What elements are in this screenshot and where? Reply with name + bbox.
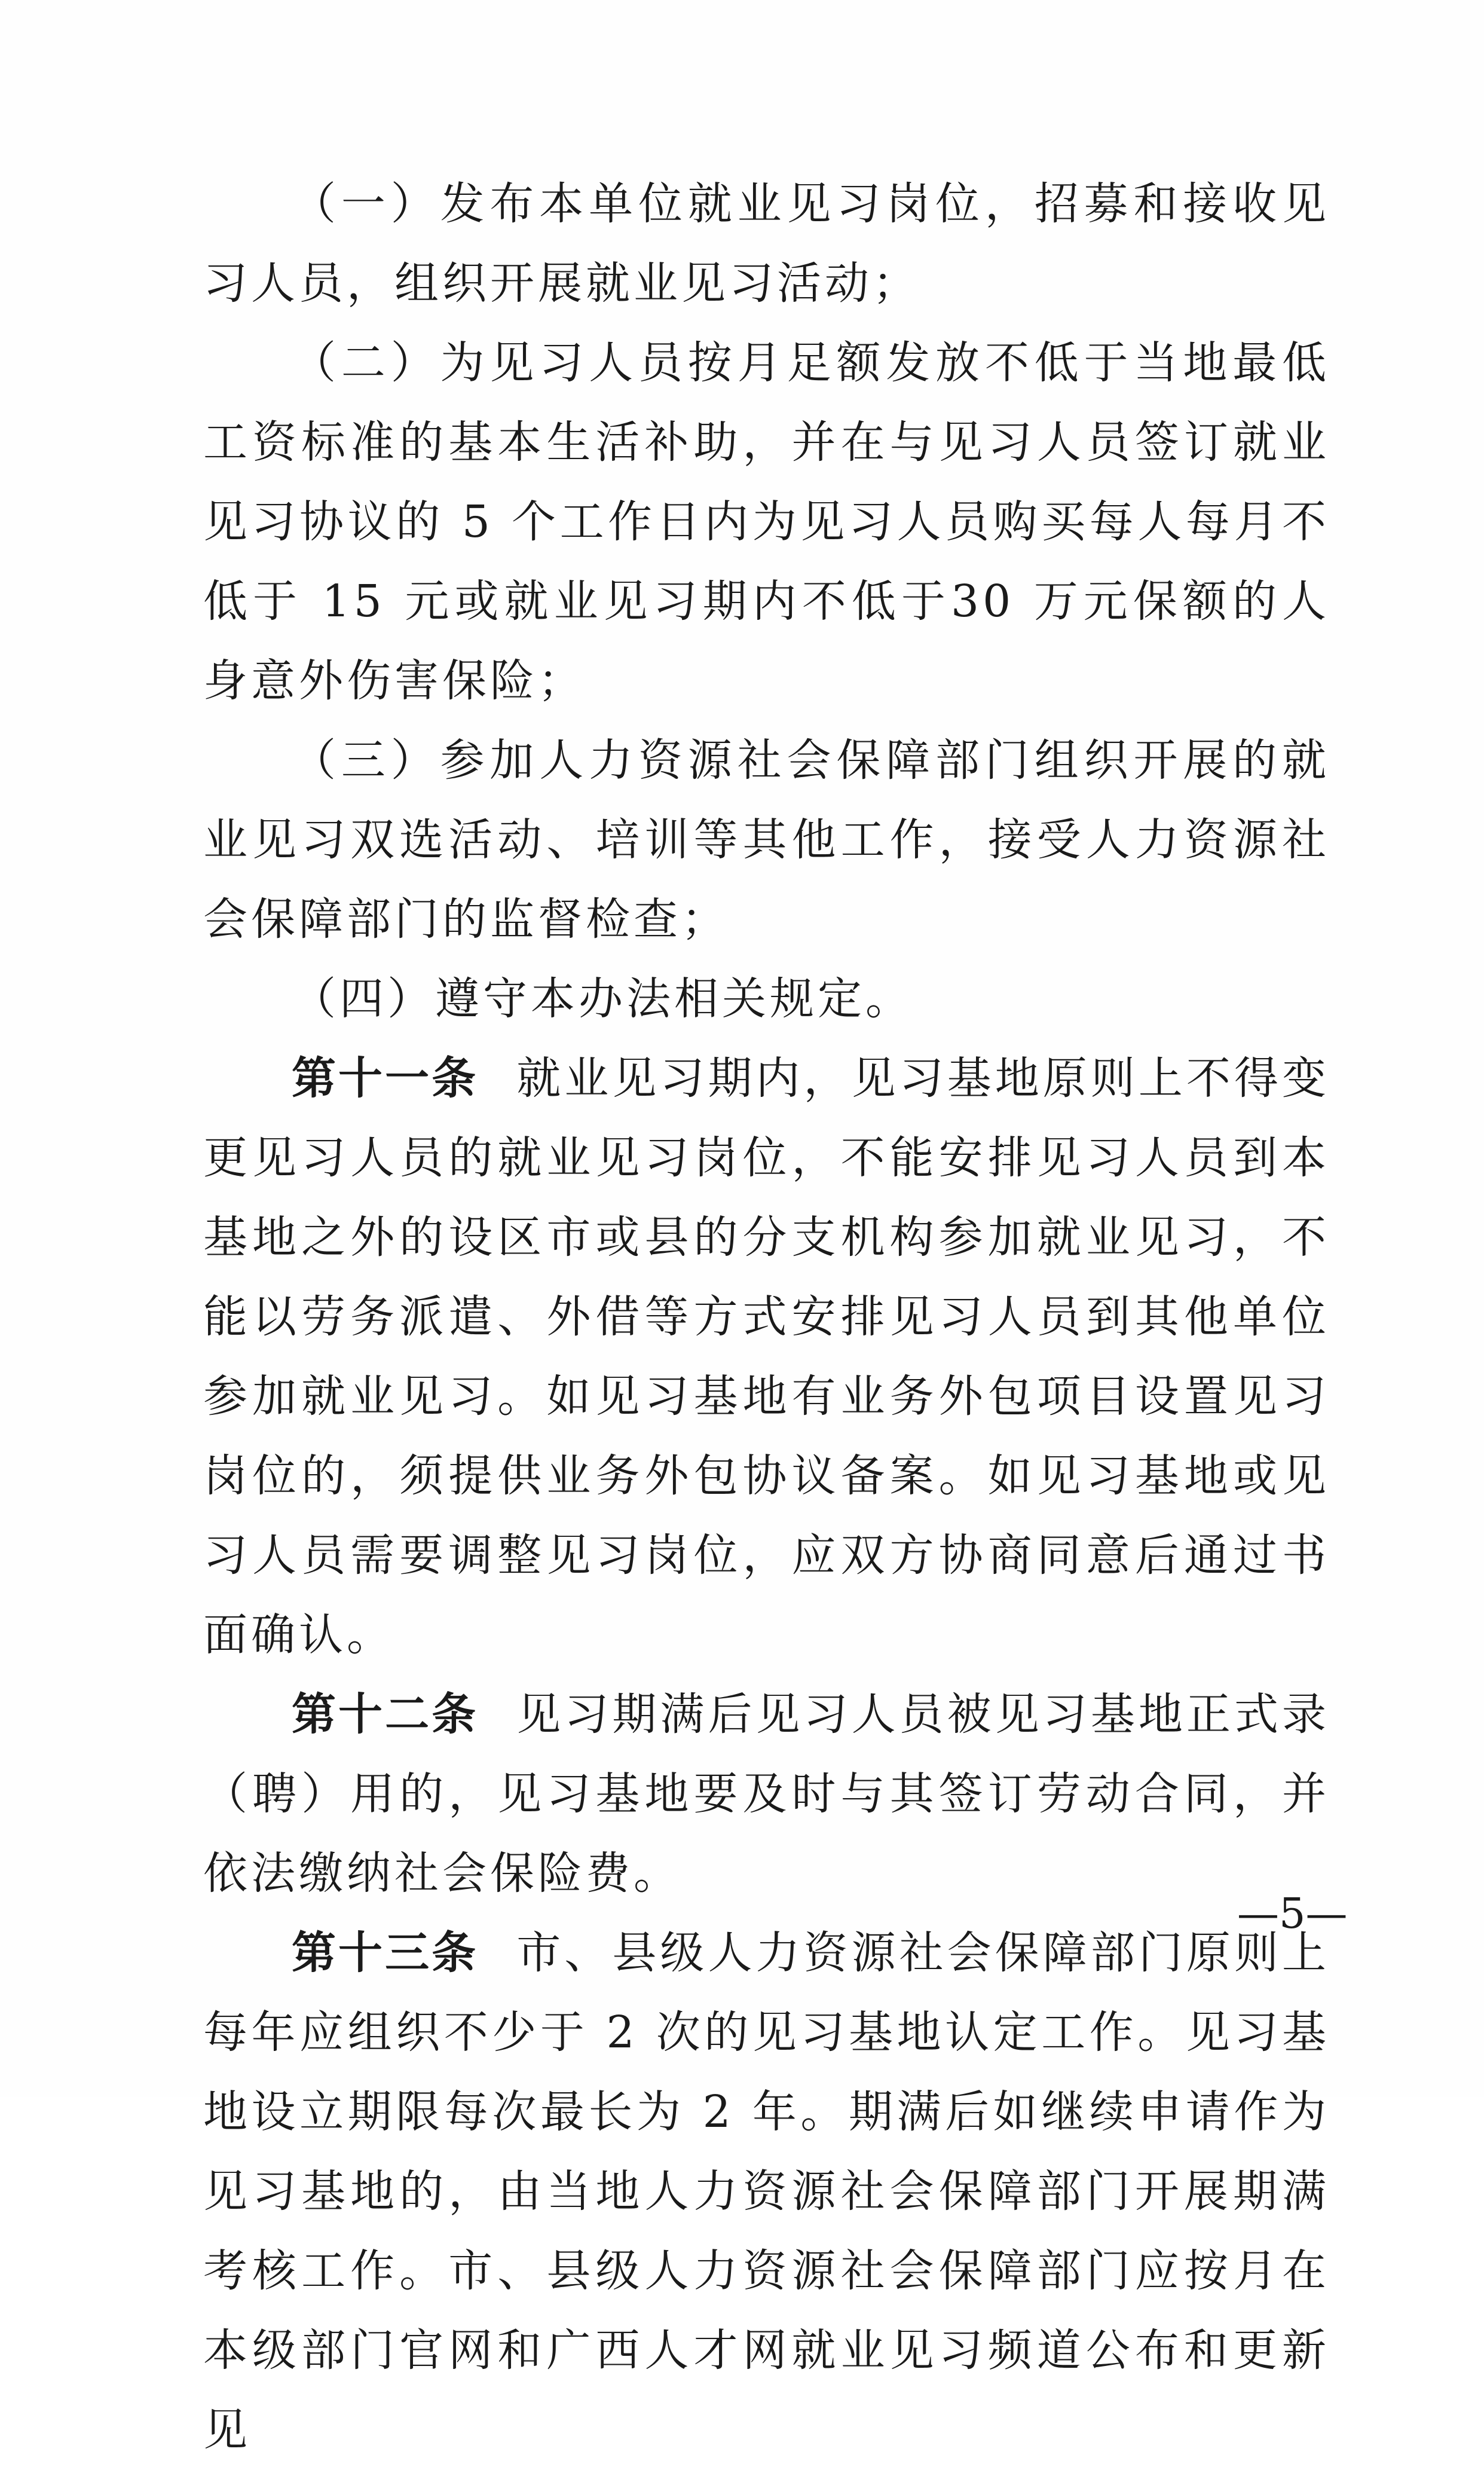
article-12 <box>203 1675 1330 1913</box>
page-number: —5— <box>1237 1889 1348 1938</box>
article-13 <box>203 1913 1330 2470</box>
article-12-text: 见习期满后见习人员被见习基地正式录（聘）用的，见习基地要及时与其签订劳动合同，并依法缴纳社会保险费。 <box>203 1689 1330 1899</box>
document-body <box>203 164 1330 2470</box>
paragraph-item-1: （一）发布本单位就业见习岗位，招募和接收见习人员，组织开展就业见习活动； <box>203 178 1330 309</box>
paragraph-item-4: （四）遵守本办法相关规定。 <box>292 973 913 1025</box>
article-11-heading: 第十一条 <box>292 1053 479 1104</box>
paragraph-item-2: （二）为见习人员按月足额发放不低于当地最低工资标准的基本生活补助，并在与见习人员签订就业见习协议的 5 个工作日内为见习人员购买每人每月不低于 15 元或就业见习期内不低于30 万元保额的人身意外伤害保险； <box>203 337 1330 707</box>
article-11-text: 就业见习期内，见习基地原则上不得变更见习人员的就业见习岗位，不能安排见习人员到本基地之外的设区市或县的分支机构参加就业见习，不能以劳务派遣、外借等方式安排见习人员到其他单位参加就业见习。如见习基地有业务外包项目设置见习岗位的，须提供业务外包协议备案。如见习基地或见习人员需要调整见习岗位，应双方协商同意后通过书面确认。 <box>203 1053 1330 1661</box>
article-13-text: 市、县级人力资源社会保障部门原则上每年应组织不少于 2 次的见习基地认定工作。见习基地设立期限每次最长为 2 年。期满后如继续申请作为见习基地的，由当地人力资源社会保障部门开展期满考核工作。市、县级人力资源社会保障部门应按月在本级部门官网和广西人才网就业见习频道公布和更新见 <box>203 1927 1330 2456</box>
article-12-heading: 第十二条 <box>292 1689 479 1740</box>
paragraph-item-3: （三）参加人力资源社会保障部门组织开展的就业见习双选活动、培训等其他工作，接受人力资源社会保障部门的监督检查； <box>203 735 1330 945</box>
article-13-heading: 第十三条 <box>292 1927 479 1979</box>
article-11 <box>203 1039 1330 1675</box>
